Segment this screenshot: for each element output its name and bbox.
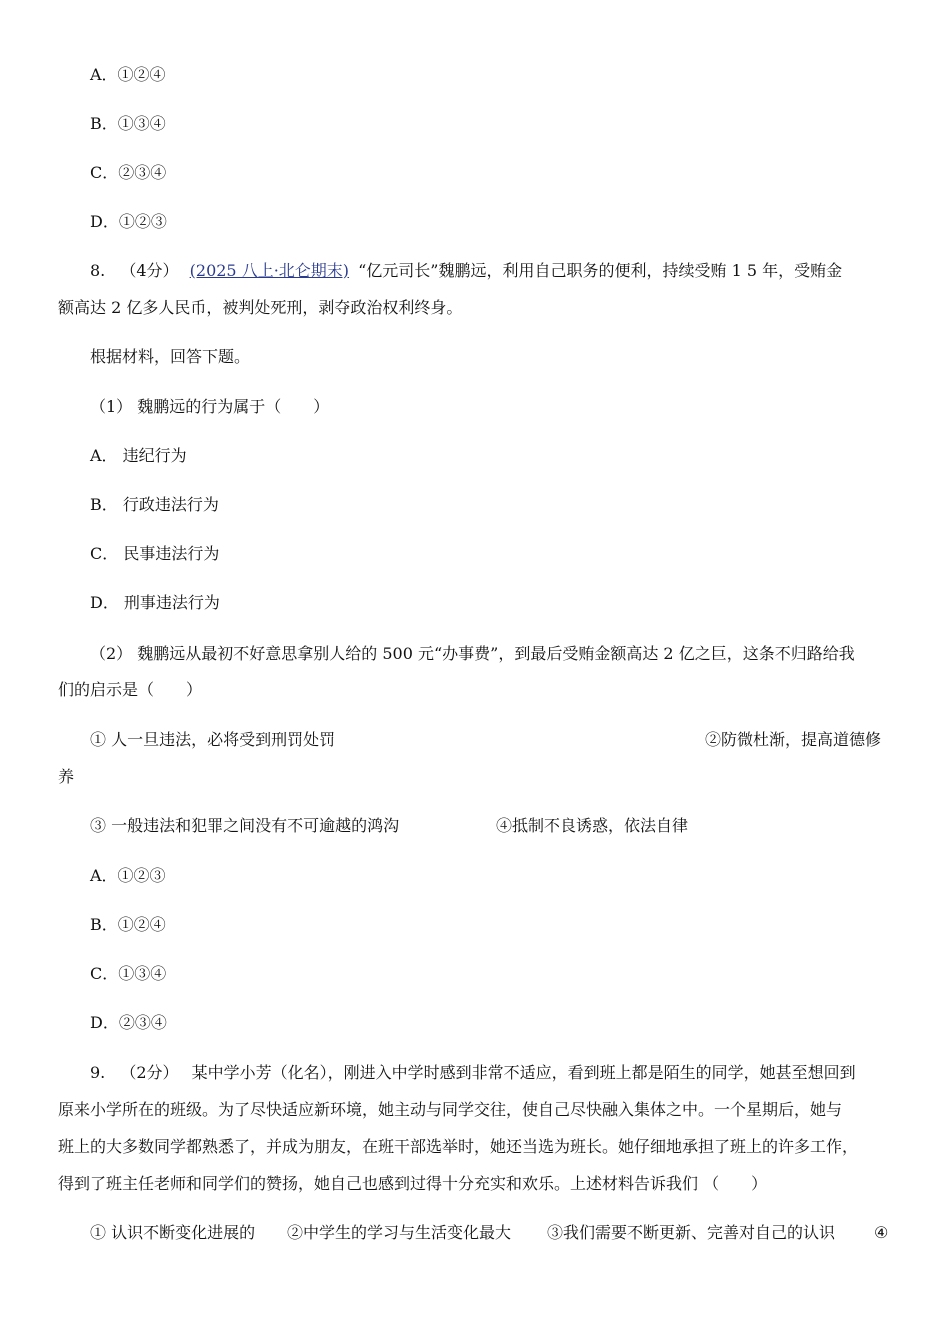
option-b[interactable]: B．①②④: [90, 915, 166, 934]
statement-4: ④抵制不良诱惑，依法自律: [496, 816, 689, 835]
question-score: （4分）: [120, 261, 179, 280]
option-b[interactable]: B． 行政违法行为: [90, 495, 219, 514]
option-c[interactable]: C． 民事违法行为: [90, 544, 220, 563]
option-d[interactable]: D．②③④: [90, 1013, 167, 1032]
question-stem-cont: 班上的大多数同学都熟悉了，并成为朋友，在班干部选举时，她还当选为班长。她仔细地承担了班上的许多工作，: [58, 1137, 859, 1156]
option-c[interactable]: C．①③④: [90, 964, 167, 983]
statement-2-cont: 养: [58, 767, 75, 786]
statement-2: ②中学生的学习与生活变化最大: [287, 1223, 512, 1242]
statement-3: ③我们需要不断更新、完善对自己的认识: [547, 1223, 836, 1242]
option-a[interactable]: A．①②④: [90, 65, 166, 84]
question-stem: 某中学小芳（化名），刚进入中学时感到非常不适应，看到班上都是陌生的同学，她甚至想回到: [191, 1063, 856, 1082]
option-b[interactable]: B．①③④: [90, 114, 166, 133]
question-stem-cont: 原来小学所在的班级。为了尽快适应新环境，她主动与同学交往，使自己尽快融入集体之中。一个星期后，她与: [58, 1100, 843, 1119]
option-a[interactable]: A． 违纪行为: [90, 446, 187, 465]
instruction: 根据材料，回答下题。: [90, 347, 251, 366]
question-stem: “亿元司长”魏鹏远，利用自己职务的便利，持续受贿 1 5 年，受贿金: [358, 261, 843, 280]
statement-1: ① 人一旦违法，必将受到刑罚处罚: [90, 730, 336, 749]
source-link[interactable]: (2025 八上·北仑期末): [189, 261, 350, 280]
option-d[interactable]: D． 刑事违法行为: [90, 593, 220, 612]
sub-question-2-cont: 们的启示是（ ）: [58, 680, 203, 699]
question-score: （2分）: [120, 1063, 179, 1082]
question-number: 9.: [90, 1063, 106, 1082]
statement-3: ③ 一般违法和犯罪之间没有不可逾越的鸿沟: [90, 816, 400, 835]
question-number: 8.: [90, 261, 106, 280]
sub-question-1: （1） 魏鹏远的行为属于（ ）: [90, 397, 330, 416]
statement-2: ②防微杜渐，提高道德修: [705, 730, 882, 749]
option-c[interactable]: C．②③④: [90, 163, 167, 182]
option-a[interactable]: A．①②③: [90, 866, 166, 885]
question-8-header: [90, 260, 842, 282]
statement-4: ④: [874, 1223, 889, 1242]
sub-question-2: （2） 魏鹏远从最初不好意思拿别人给的 500 元“办事费”，到最后受贿金额高达 2 亿之巨，这条不归路给我: [90, 644, 855, 663]
question-stem-cont: 额高达 2 亿多人民币，被判处死刑，剥夺政治权利终身。: [58, 298, 463, 317]
question-9-header: [90, 1062, 856, 1084]
statement-1: ① 认识不断变化进展的: [90, 1223, 256, 1242]
question-stem-cont: 得到了班主任老师和同学们的赞扬，她自己也感到过得十分充实和欢乐。上述材料告诉我们 （ ）: [58, 1174, 768, 1193]
option-d[interactable]: D．①②③: [90, 212, 167, 231]
